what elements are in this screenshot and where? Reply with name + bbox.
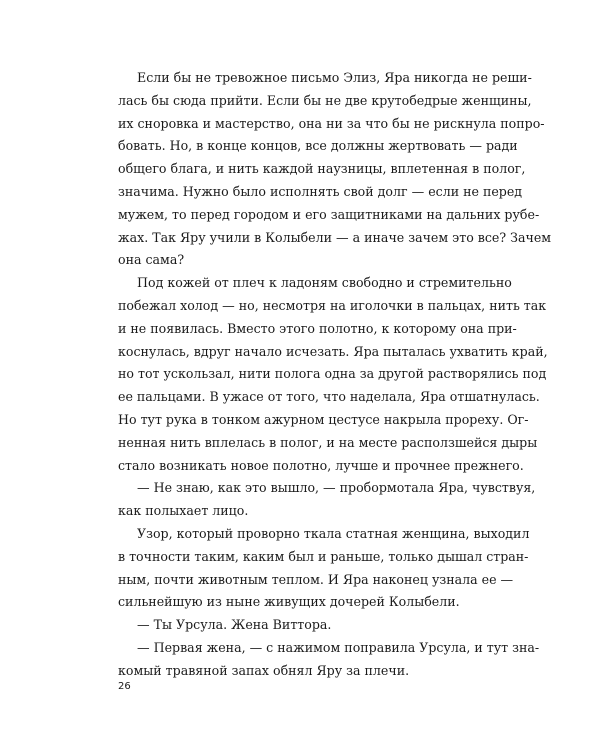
paragraph-4 xyxy=(118,523,530,614)
text-line: их сноровка и мастерство, она ни за что бы не рискнула попро- xyxy=(118,115,545,131)
text-line: в точности таким, каким был и раньше, только дышал стран- xyxy=(118,548,529,564)
text-line: но тот ускользал, нити полога одна за другой растворялись под xyxy=(118,366,547,382)
text-line: она сама? xyxy=(118,252,185,268)
text-line: Если бы не тревожное письмо Элиз, Яра никогда не реши- xyxy=(137,70,532,85)
paragraph-3 xyxy=(118,477,536,523)
body-text xyxy=(118,67,552,683)
text-line: бовать. Но, в конце концов, все должны жертвовать — ради xyxy=(118,138,518,154)
text-line: ее пальцами. В ужасе от того, что наделала, Яра отшатнулась. xyxy=(118,389,540,405)
paragraph-6 xyxy=(118,637,540,683)
text-line: ненная нить вплелась в полог, и на месте расползшейся дыры xyxy=(118,434,538,450)
text-line: — Ты Урсула. Жена Виттора. xyxy=(137,617,332,633)
text-line: ным, почти животным теплом. И Яра наконец узнала ее — xyxy=(118,571,514,587)
text-line: комый травяной запах обнял Яру за плечи. xyxy=(118,662,410,678)
text-line: стало возникать новое полотно, лучше и прочнее прежнего. xyxy=(118,457,524,473)
paragraph-5 xyxy=(118,614,485,637)
text-line: — Не знаю, как это вышло, — пробормотала Яра, чувствуя, xyxy=(137,480,536,496)
text-line: коснулась, вдруг начало исчезать. Яра пыталась ухватить край, xyxy=(118,343,548,359)
page-number: 26 xyxy=(118,681,131,692)
text-line: лась бы сюда прийти. Если бы не две крутобедрые женщины, xyxy=(118,92,532,108)
text-line: побежал холод — но, несмотря на иголочки в пальцах, нить так xyxy=(118,297,547,313)
text-line: Узор, который проворно ткала статная женщина, выходил xyxy=(137,525,530,541)
text-line: жах. Так Яру учили в Колыбели — а иначе зачем это все? Зачем xyxy=(118,229,552,245)
text-line: мужем, то перед городом и его защитниками на дальних рубе- xyxy=(118,206,540,222)
text-line: сильнейшую из ныне живущих дочерей Колыбели. xyxy=(118,594,460,610)
text-line: — Первая жена, — с нажимом поправила Урсула, и тут зна- xyxy=(137,639,540,655)
text-line: и не появилась. Вместо этого полотно, к которому она при- xyxy=(118,320,517,336)
text-line: Но тут рука в тонком ажурном цестусе накрыла прореху. Ог- xyxy=(118,411,529,427)
text-line: Под кожей от плеч к ладоням свободно и стремительно xyxy=(137,275,512,291)
text-line: как полыхает лицо. xyxy=(118,503,249,519)
text-line: общего блага, и нить каждой наузницы, вплетенная в полог, xyxy=(118,161,526,177)
paragraph-1 xyxy=(118,67,552,272)
paragraph-2 xyxy=(118,272,548,477)
text-line: значима. Нужно было исполнять свой долг — если не перед xyxy=(118,183,523,199)
